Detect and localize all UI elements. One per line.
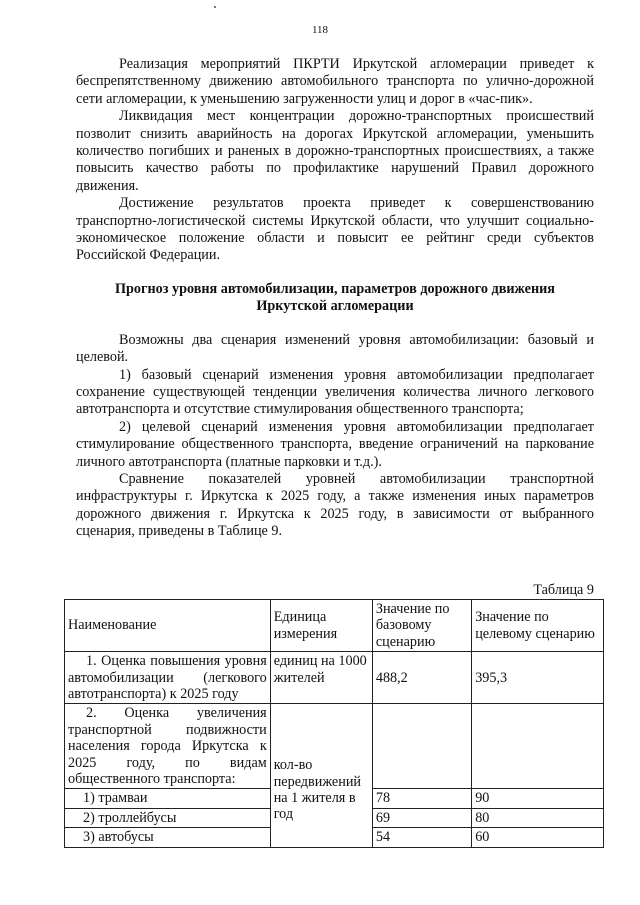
- table-cell-name: 1) трамваи: [65, 789, 271, 808]
- table-cell-name: 3) автобусы: [65, 828, 271, 847]
- section-heading: Прогноз уровня автомобилизации, параметров дорожного движения Иркутской агломерации: [115, 280, 555, 315]
- column-header: Единица измерения: [270, 600, 372, 652]
- table-caption: Таблица 9: [533, 582, 594, 598]
- table-cell-value: 395,3: [472, 652, 604, 704]
- column-header: Наименование: [65, 600, 271, 652]
- table-cell-name: 2) троллейбусы: [65, 808, 271, 827]
- paragraph: Сравнение показателей уровней автомобилизации транспортной инфраструктуры г. Иркутска к 2025 году, а также изменения иных параметров дорожного движения г. Иркутска к 2025 году, в зависимости от выбранного сценария, приведены в Таблице 9.: [76, 470, 594, 540]
- table-row: [65, 704, 604, 789]
- table-row: [65, 652, 604, 704]
- scan-mark: [214, 6, 216, 8]
- column-header: Значение по целевому сценарию: [472, 600, 604, 652]
- table-cell-value: 60: [472, 828, 604, 847]
- table-cell-value: 90: [472, 789, 604, 808]
- table-cell-value: 54: [372, 828, 471, 847]
- table-cell-name: 2. Оценка увеличения транспортной подвижности населения города Иркутска к 2025 году, по видам общественного транспорта:: [65, 704, 271, 789]
- paragraph: Достижение результатов проекта приведет к совершенствованию транспортно-логистической системы Иркутской области, что улучшит социально-экономическое положение области и повысит ее рейтинг среди субъектов Российской Федерации.: [76, 195, 594, 264]
- paragraph: 2) целевой сценарий изменения уровня автомобилизации предполагает стимулирование общественного транспорта, введение ограничений на паркование личного автотранспорта (платные парковки и т.д.).: [76, 418, 594, 470]
- table-cell-value: 69: [372, 808, 471, 827]
- table-cell-value: 78: [372, 789, 471, 808]
- table-cell-empty: [472, 704, 604, 789]
- table-header-row: [65, 600, 604, 652]
- table-cell-value: 488,2: [372, 652, 471, 704]
- column-header: Значение по базовому сценарию: [372, 600, 471, 652]
- table-cell-name: 1. Оценка повышения уровня автомобилизации (легкового автотранспорта) к 2025 году: [65, 652, 271, 704]
- page-number: 118: [311, 24, 329, 36]
- paragraph: Возможны два сценария изменений уровня автомобилизации: базовый и целевой.: [76, 331, 594, 366]
- data-table: [64, 599, 604, 848]
- table-cell-unit: единиц на 1000 жителей: [270, 652, 372, 704]
- table-cell-empty: [372, 704, 471, 789]
- table-cell-value: 80: [472, 808, 604, 827]
- paragraph: Ликвидация мест концентрации дорожно-транспортных происшествий позволит снизить аварийность на дорогах Иркутской агломерации, уменьшить количество погибших и раненых в дорожно-транспортных происшествиях, а также повысить качество работы по профилактике нарушений Правил дорожного движения.: [76, 108, 594, 194]
- paragraph: Реализация мероприятий ПКРТИ Иркутской агломерации приведет к беспрепятственному движению автомобильного транспорта по улично-дорожной сети агломерации, к уменьшению загруженности улиц и дорог в «час-пик».: [76, 56, 594, 107]
- document-body: [76, 56, 594, 541]
- table-cell-unit: кол-во передвижений на 1 жителя в год: [270, 704, 372, 847]
- paragraph: 1) базовый сценарий изменения уровня автомобилизации предполагает сохранение существующей тенденции увеличения количества личного легкового автотранспорта и отсутствие стимулирования общественного транспорта;: [76, 366, 594, 418]
